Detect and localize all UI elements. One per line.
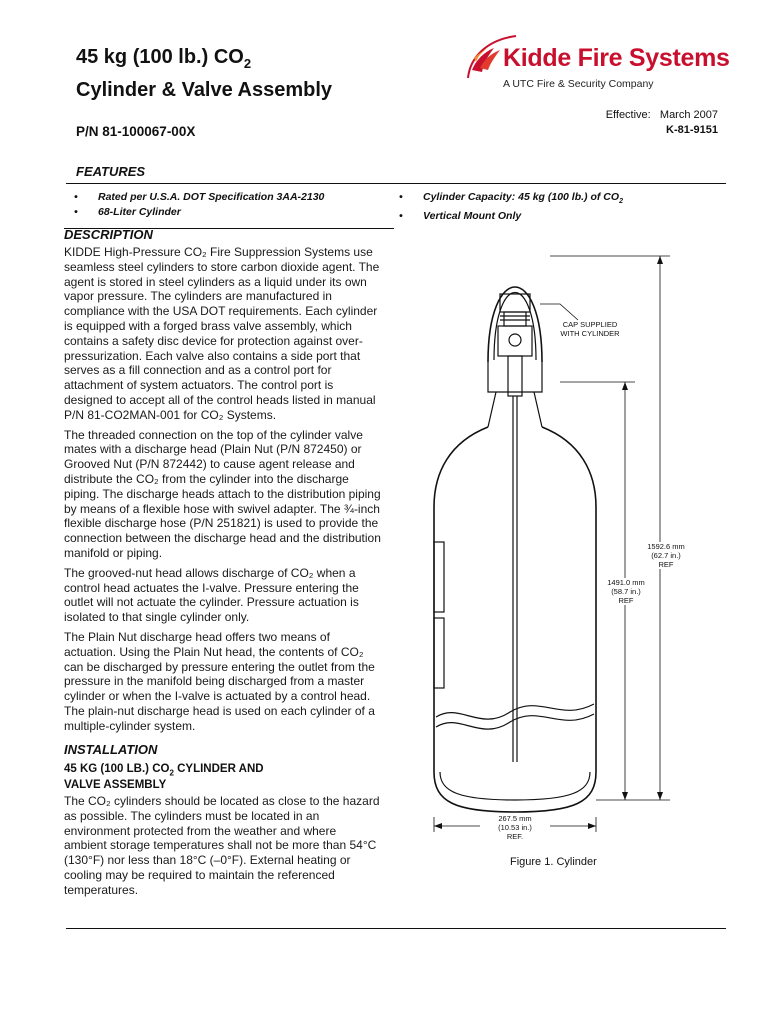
- description-paragraph-3: The grooved-nut head allows discharge of CO₂ when a control head actuates the I-valve. Pressure entering the outlet will not actuate the cylinder. Pressure actuation is isolated to that single cylinder only.: [64, 565, 359, 625]
- effective-label: Effective:: [605, 109, 651, 121]
- effective-date: March 2007: [659, 109, 718, 121]
- installation-paragraph-1: The CO₂ cylinders should be located as close to the hazard as possible. The cylinders must be located in an environment protected from the weather and where ambient storage temperatures shall not be more than 54°C (130°F) nor less than 18°C (–0°F). External heating or cooling may be required to maintain the referenced temperatures.: [64, 794, 380, 897]
- installation-heading: INSTALLATION: [64, 742, 158, 757]
- footer-rule: [66, 928, 726, 929]
- dimension-width: 267.5 mm (10.53 in.) REF.: [480, 814, 550, 841]
- features-list-left: [74, 190, 394, 220]
- dimension-total-height: 1592.6 mm (62.7 in.) REF: [636, 542, 696, 569]
- part-number: P/N 81-100067-00X: [76, 124, 196, 139]
- description-paragraph-2: The threaded connection on the top of the cylinder valve mates with a discharge head (Plain Nut (P/N 872450) or Grooved Nut (P/N 872442) to cause agent release and distribute the CO₂ from the cylinder into the discharge piping. The discharge heads attach to the distribution piping by means of a flexible hose with swivel adapter. The ¾-inch flexible discharge hose (P/N 251821) is used to provide the connection between the discharge head and the distribution manifold or piping.: [64, 427, 381, 560]
- title-line-2: Cylinder & Valve Assembly: [76, 79, 333, 101]
- title-line-1: 45 kg (100 lb.) CO: [76, 46, 244, 68]
- effective-block: [560, 108, 718, 138]
- feature-item: • Cylinder Capacity: 45 kg (100 lb.) of $CO_2$: [399, 191, 623, 206]
- feature-item: • 68-Liter Cylinder: [74, 206, 181, 218]
- description-heading: DESCRIPTION: [64, 227, 153, 242]
- dimension-body-height: 1491.0 mm (58.7 in.) REF: [600, 578, 652, 605]
- logo-name: Kidde Fire Systems: [503, 44, 730, 72]
- description-paragraph-1: KIDDE High-Pressure CO₂ Fire Suppression Systems use seamless steel cylinders to store carbon dioxide agent. The agent is stored in steel cylinders as a liquid under its own vapor pressure. The cylinders are manufactured in compliance with the USA DOT requirements. Each cylinder is equipped with a forged brass valve assembly, which contains a safety disc device for protection against over-pressurization. Each valve also contains a side port that serves as a fill connection and as a control port for attachment of system actuators. The control port is designed to accept all of the control heads listed in manual P/N 81-CO2MAN-001 for CO₂ Systems.: [64, 245, 380, 422]
- doc-number: K-81-9151: [666, 124, 718, 136]
- document-title: 45 kg (100 lb.) $CO_2$ Cylinder & Valve Assembly: [76, 44, 332, 104]
- figure-caption: Figure 1. Cylinder: [510, 856, 597, 868]
- feature-item: • Vertical Mount Only: [399, 210, 522, 223]
- description-body: [64, 245, 382, 739]
- logo-tagline: A UTC Fire & Security Company: [503, 78, 654, 90]
- cap-label: CAP SUPPLIED WITH CYLINDER: [560, 320, 620, 338]
- cylinder-figure: [400, 232, 740, 872]
- features-list-right: [399, 190, 719, 224]
- features-rule: [66, 183, 726, 184]
- installation-subheading: 45 KG (100 LB.) $CO_2$ CYLINDER AND VALVE ASSEMBLY: [64, 763, 264, 792]
- description-paragraph-4: The Plain Nut discharge head offers two means of actuation. Using the Plain Nut head, the contents of CO₂ can be discharged by pressure entering the outlet from the pressure in the manifold being discharged from a master cylinder or when the I-valve is actuated by a control head. The plain-nut discharge head is used on each cylinder of a multiple-cylinder system.: [64, 629, 375, 733]
- installation-body: [64, 794, 382, 903]
- feature-item: • Rated per U.S.A. DOT Specification 3AA-2130: [74, 191, 325, 203]
- features-heading: FEATURES: [76, 164, 146, 179]
- description-rule: [64, 228, 394, 229]
